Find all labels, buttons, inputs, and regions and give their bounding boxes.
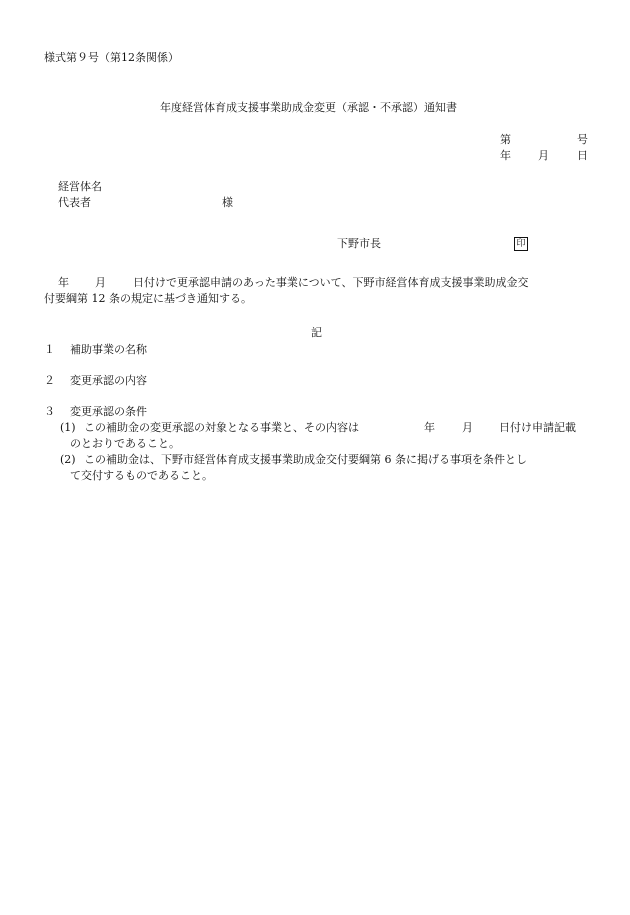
- item-2-number: ２: [44, 374, 55, 387]
- document-title: 年度経営体育成支援事業助成金変更（承認・不承認）通知書: [160, 101, 457, 114]
- condition-2-number: (2): [60, 453, 76, 466]
- item-1-number: １: [44, 343, 55, 356]
- seal-mark: 印: [514, 237, 528, 251]
- condition-2-text-line2: て交付するものであること。: [70, 469, 213, 482]
- form-number: 様式第９号（第12条関係）: [44, 51, 179, 64]
- date-month: 月: [538, 149, 549, 162]
- condition-1-text-a: この補助金の変更承認の対象となる事業と、その内容は: [84, 421, 359, 434]
- doc-number-prefix: 第: [500, 133, 511, 146]
- condition-1-month: 月: [462, 421, 473, 434]
- sender-name: 下野市長: [337, 237, 381, 250]
- ki-heading: 記: [311, 326, 322, 339]
- condition-1-text-b: 日付け申請記載: [499, 421, 576, 434]
- body-year: 年: [58, 276, 69, 289]
- item-3-label: 変更承認の条件: [70, 405, 147, 418]
- condition-1-number: (1): [60, 421, 76, 434]
- condition-1-year: 年: [424, 421, 435, 434]
- date-day: 日: [577, 149, 588, 162]
- sender-seal: [514, 236, 528, 252]
- body-month: 月: [95, 276, 106, 289]
- doc-number-suffix: 号: [577, 133, 588, 146]
- item-3-number: ３: [44, 405, 55, 418]
- recipient-org-label: 経営体名: [58, 180, 102, 193]
- item-2-label: 変更承認の内容: [70, 374, 147, 387]
- item-1-label: 補助事業の名称: [70, 343, 147, 356]
- condition-1-text-line2: のとおりであること。: [70, 437, 180, 450]
- body-text-line2: 付要綱第 12 条の規定に基づき通知する。: [44, 292, 252, 305]
- recipient-rep-label: 代表者: [58, 196, 91, 209]
- condition-2-text-line1: この補助金は、下野市経営体育成支援事業助成金交付要綱第 6 条に掲げる事項を条件とし: [84, 453, 527, 466]
- date-year: 年: [500, 149, 511, 162]
- body-text-line1: 日付けで更承認申請のあった事業について、下野市経営体育成支援事業助成金交: [133, 276, 529, 289]
- recipient-honorific: 様: [222, 196, 233, 209]
